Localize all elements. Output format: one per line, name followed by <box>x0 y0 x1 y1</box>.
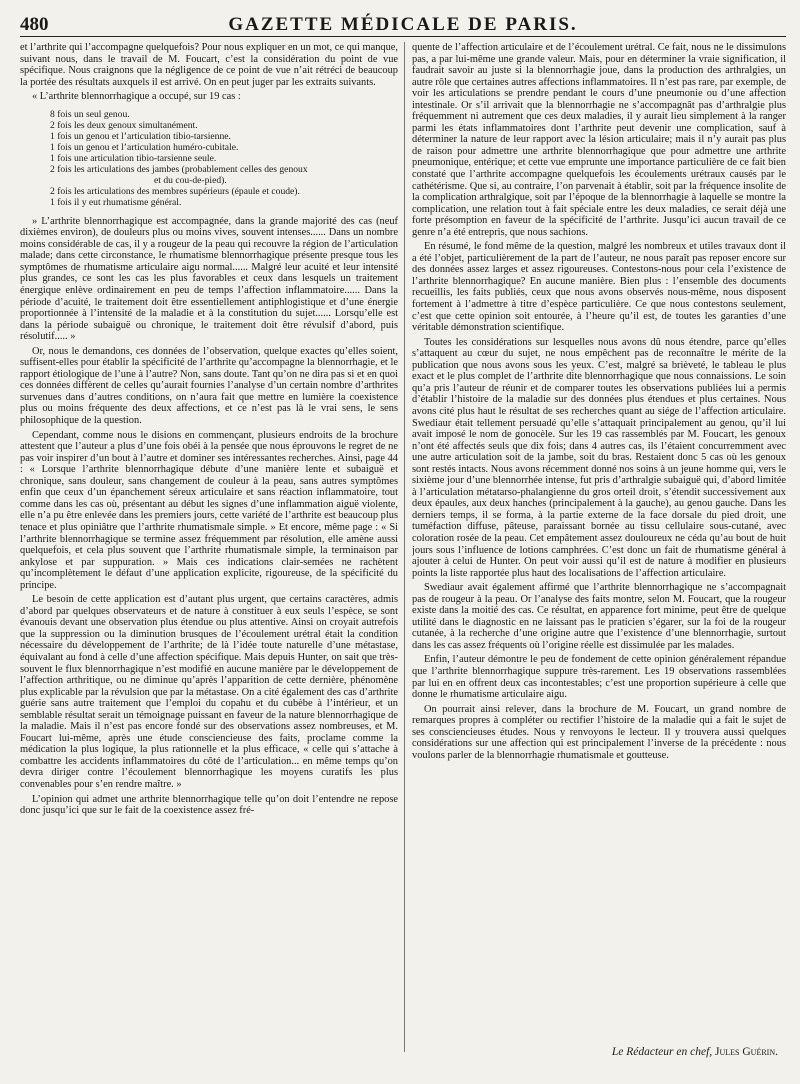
journal-title: GAZETTE MÉDICALE DE PARIS. <box>228 14 578 35</box>
editor-signature <box>612 1046 778 1058</box>
left-column <box>20 42 398 1052</box>
paragraph: Or, nous le demandons, ces données de l’observation, quelque exactes qu’elles soient, suffisent-elles pour établir la spécificité de l’arthrite qu’accompagne la blennorrhagie, et le rapport étiologique de l’une à l’autre? Non, sans doute. Tant qu’on ne dira pas si et en quoi ces données diffèrent de celles qu’aurait fournies l’analyse d’un certain nombre d’arthrites survenues dans d’autres conditions, on n’aura fait que mettre en lumière la coexistence plus ou moins fréquente des deux affections, et ce n’est pas là le vrai sens, le sens philosophique de la question. <box>20 345 398 427</box>
case-item: 1 fois un genou et l’articulation tibio-tarsienne. <box>50 130 231 142</box>
paragraph: quente de l’affection articulaire et de l’écoulement urétral. Ce fait, nous ne le dissimulons pas, a par lui-même une grande valeur. Mais, pour en déterminer la vraie signification, il faudrait savoir au juste si la blennorrhagie joue, dans la production des arthralgies, un autre rôle que certaines autres affections inflammatoires. Il n’est pas rare, par exemple, de voir les articulations se prendre pendant le cours d’une pneumonie ou d’une affection intestinale. Or s’il arrivait que la blennorrhagie ne s’accompagnât pas d’arthralgie plus fréquemment ni autrement que ces deux maladies, il y aurait lieu simplement à la ranger parmi les états inflammatoires dont l’arthrite peut devenir une complication, sauf à déterminer la nature de leur rapport avec la lésion articulaire; mais il n’y aurait pas plus de raison pour admettre une arthrite blennorrhagique que pour admettre une arthrite pneumonique, entérique; et cette vue emprunte une importance particulière de ce fait bien constaté que l’arthrite accompagne quelquefois les écoulements urétraux causés par le cathétérisme. Que si, au contraire, l’on parvenait à établir, soit par la fréquence insolite de la complication arthralgique, soit par l’époque de la blennorrhagie à laquelle se montre la complication, une relation tout à fait spéciale entre les deux maladies, ce serait déjà une forte présomption en faveur de la spécificité de l’arthrite. Jusqu’ici aucun travail de ce genre n’a été entrepris, que nous sachions. <box>412 42 786 238</box>
page-number: 480 <box>20 14 49 35</box>
paragraph: En résumé, le fond même de la question, malgré les nombreux et utiles travaux dont il a été l’objet, particulièrement de la part de l’auteur, ne nous paraît pas reposer encore sur des données assez larges et assez rigoureuses. Contestons-nous pour cela l’existence de l’arthrite blennorrhagique? En aucune manière. Bien plus : l’ensemble des documents recueillis, les faits publiés, ceux que nous avons observés nous-même, nous disposent fortement à l’admettre à titre d’espèce particulière. Ce que nous contestons seulement, c’est que cette opinion soit entourée, à l’heure qu’il est, de toutes les garanties d’une véritable démonstration scientifique. <box>412 241 786 334</box>
paragraph: On pourrait ainsi relever, dans la brochure de M. Foucart, un grand nombre de remarques propres à compléter ou rectifier l’histoire de la maladie qui a fait le sujet de ses consciencieuses études. Nous y renvoyons le lecteur. Il y trouvera aussi quelques considérations sur une affection qui est principalement l’inverse de la précédente : nous voulons parler de la blennorrhagie rhumatismale et goutteuse. <box>412 703 786 761</box>
signature-label: Le Rédacteur en chef, <box>611 1046 713 1058</box>
right-column <box>412 42 786 1052</box>
paragraph: Cependant, comme nous le disions en commençant, plusieurs endroits de la brochure attestent que l’auteur a plus d’une fois obéi à la pensée que nous éprouvons le regret de ne pas voir inspirer d’un bout à l’autre et dominer ses intéressantes recherches. Ainsi, page 44 : « Lorsque l’arthrite blennorrhagique débute d’une manière lente et subaiguë et chronique, sans douleur, sans changement de couleur à la peau, sans autres symptômes enfin que ceux d’un épanchement séreux articulaire et sans réaction inflammatoire, tout comme dans les cas où, présentant au début les signes d’une inflammation aiguë violente, elle n’a pu être enlevée dans les premiers jours, cette variété de l’arthrite est beaucoup plus tenace et plus opiniâtre que l’arthrite rhumatismale simple. » Et encore, même page : « Si l’arthrite blennorrhagique se termine assez fréquemment par résolution, elle amène aussi quelquefois, et cela plus souvent que l’arthrite rhumatismale simple, la terminaison par ankylose et par suppuration. » Mais ces indications clair-semées ne rachètent qu’incomplètement le défaut d’une application explicite, rigoureuse, de la spécificité du principe. <box>20 429 398 591</box>
editor-name: Jules Guérin. <box>715 1046 778 1058</box>
column-divider <box>404 42 405 1052</box>
paragraph: et l’arthrite qui l’accompagne quelquefois? Pour nous expliquer en un mot, ce qui manque, suivant nous, dans le travail de M. Foucart, c’est la considération du point de vue spécifique. Nous craignons que la négligence de ce point de vue n’ait rétréci de beaucoup la portée des résultats auxquels il est arrivé. On en peut juger par les extraits suivants. <box>20 42 398 88</box>
case-item: 1 fois un genou et l’articulation huméro-cubitale. <box>50 141 239 153</box>
paragraph: » L’arthrite blennorrhagique est accompagnée, dans la grande majorité des cas (neuf dixièmes environ), de douleurs plus ou moins vives, souvent intenses...... Dans un nombre moins considérable de cas, il y a rougeur de la peau qui recouvre la région de l’articulation malade; dans cette circonstance, le rhumatisme blennorrhagique présente presque tous les symptômes de rhumatisme articulaire aigu normal...... Malgré leur acuité et leur intensité plus grandes, ce sont les cas les plus favorables et ceux dans lesquels un traitement énergique enlève ordinairement en peu de temps l’affection inflammatoire...... Dans la période d’acuité, le traitement doit être essentiellement antiphlogistique et d’une énergie proportionnée à l’intensité de la maladie et à la constitution du sujet...... Lorsqu’elle est dans la période subaiguë ou chronique, le traitement doit être révulsif d’abord, puis résolutif..... » <box>20 215 398 343</box>
case-list <box>20 109 398 208</box>
case-item: 8 fois un seul genou. <box>50 108 130 120</box>
paragraph: « L’arthrite blennorrhagique a occupé, sur 19 cas : <box>32 91 241 103</box>
paragraph: Toutes les considérations sur lesquelles nous avons dû nous étendre, parce qu’elles s’attaquent au cœur du sujet, ne nous empêchent pas de reconnaître le mérite de la publication que nous avons sous les yeux. C’est, malgré sa brièveté, le tableau le plus exact et le plus complet de l’arthrite dite blennorrhagique que nous connaissions. Le soin qu’a pris l’auteur de réunir et de comparer toutes les observations publiées lui a permis d’établir l’histoire de la maladie sur des données plus étendues et plus certaines. Nous avons cité plus haut le résultat de ses recherches quant au siége de l’affection articulaire. Swediaur était tellement persuadé qu’elle s’attaquait principalement au genou, qu’il lui avait imposé le nom de gonocèle. Sur les 19 cas rassemblés par M. Foucart, les genoux n’ont été affectés seuls que dix fois; dans 4 autres cas, ils l’étaient concurremment avec une autre articulation soit de la jambe, soit du bras. Restaient donc 5 cas où les genoux sont restés intacts. Nous avons récemment donné nos soins à un jeune homme qui, vers le sixième jour d’une blennorrhée intense, fut pris d’arthralgie subaiguë qui, d’abord limitée à l’articulation métatarso-phalangienne du gros orteil droit, s’étendit successivement aux deux épaules, aux deux hanches (principalement à la gauche), au genou gauche. Dans les derniers temps, il se forma, à la partie externe de la face dorsale du pied droit, une tuméfaction diffuse, pâteuse, paraissant bornée au tissu cellulaire sous-cutané, avec coloration rosée de la peau. Cet empâtement assez douloureux ne céda qu’au bout de huit jours sous l’influence de lotions camphrées. C’est donc un fait de rhumatisme général à ajouter à celui de Hunter. On peut voir aussi qu’il est de nature à modifier en plusieurs points la liste rapportée plus haut des localisations de l’affection articulaire. <box>412 336 786 579</box>
case-item: 2 fois les deux genoux simultanément. <box>50 119 198 131</box>
paragraph: Enfin, l’auteur démontre le peu de fondement de cette opinion généralement répandue que l’arthrite blennorrhagique suppure très-rarement. Les 19 observations rassemblées par lui en en offrent deux cas incontestables; c’est une proportion supérieure à celle que donne le rhumatisme articulaire aigu. <box>412 654 786 701</box>
paragraph: Le besoin de cette application est d’autant plus urgent, que certains caractères, admis d’abord par quelques observateurs et de nature à constituer à eux seuls l’espèce, se sont évanouis devant une observation plus étendue ou plus attentive. Ainsi on croyait autrefois que la suppression ou la diminution brusques de l’écoulement urétral était la condition nécessaire du développement de l’arthrite; de là l’idée toute naturelle d’une métastase, équivalant au fond à celle d’une affection spécifique. Mais depuis Hunter, on sait que très-souvent le flux blennorrhagique n’est modifié en aucune manière par le développement de l’affection arthritique, ou ne diminue qu’après l’apparition de cette dernière, phénomène plus explicable par la révulsion que par la métastase. On a cité également des cas d’arthrite guérie sans autre traitement que l’emploi du copahu et du cubèbe à l’intérieur, et un semblable résultat serait un témoignage puissant en faveur de la nature blennorrhagique de la maladie. Mais il n’est pas encore fondé sur des observations assez nombreuses, et M. Foucart lui-même, après une étude consciencieuse des faits, proclame comme la médication la plus logique, la plus rationnelle et la plus efficace, « celle qui s’attache à combattre les accidents inflammatoires du côté de l’articulation... en même temps qu’on devra diriger contre l’écoulement blennorrhagique les moyens curatifs les plus convenables pour s’en rendre maître. » <box>20 594 398 790</box>
case-item: 2 fois les articulations des jambes (probablement celles des genoux <box>50 163 308 175</box>
case-item: 1 fois une articulation tibio-tarsienne seule. <box>50 152 217 164</box>
case-item: 1 fois il y eut rhumatisme général. <box>50 196 182 208</box>
case-item-continuation: et du cou-de-pied). <box>154 174 227 186</box>
case-item: 2 fois les articulations des membres supérieurs (épaule et coude). <box>50 185 300 197</box>
article-columns <box>20 42 786 1052</box>
paragraph: Swediaur avait également affirmé que l’arthrite blennorrhagique ne s’accompagnait pas de rougeur à la peau. Or l’analyse des faits montre, selon M. Foucart, que la rougeur existe dans la moitié des cas. Ce résultat, en apparence fort minime, peut être de quelque utilité dans le diagnostic en ne laissant pas le praticien s’égarer, sur la foi de la rougeur cutanée, à la recherche d’une origine autre que l’existence d’une blennorrhagie, surtout dans les cas assez fréquents où l’origine réelle est dissimulée par les malades. <box>412 582 786 651</box>
paragraph: L’opinion qui admet une arthrite blennorrhagique telle qu’on doit l’entendre ne repose donc jusqu’ici que sur le fait de la coexistence assez fré- <box>20 793 398 817</box>
page-header <box>20 14 786 37</box>
